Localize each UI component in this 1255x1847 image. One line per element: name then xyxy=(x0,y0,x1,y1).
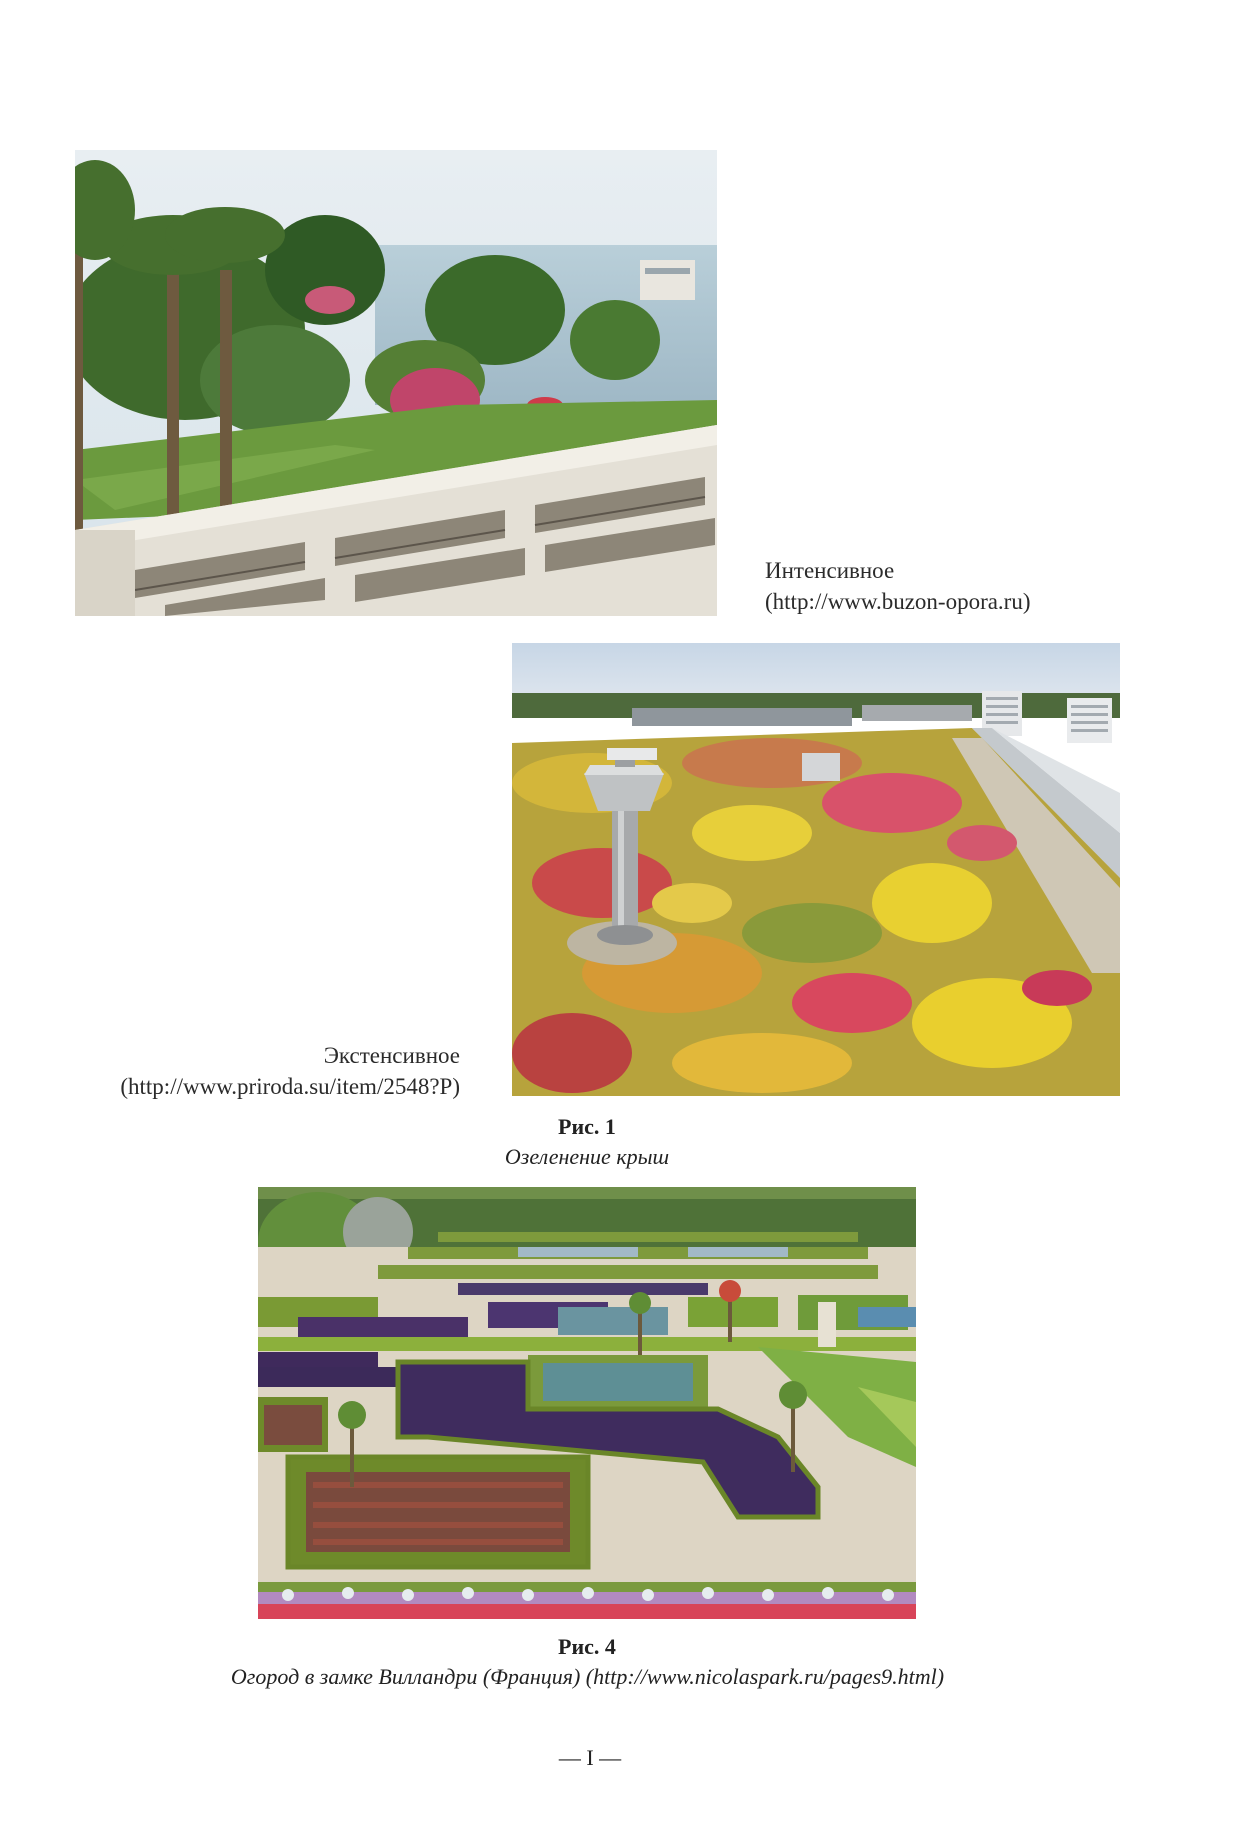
rooftop-garden-palms-icon xyxy=(75,150,717,616)
figure-1-title: Озеленение крыш xyxy=(504,1144,670,1169)
caption-intensive xyxy=(765,555,1031,617)
figure-1-label: Рис. 1 xyxy=(558,1114,616,1139)
villandry-kitchen-garden-icon xyxy=(258,1187,916,1619)
caption-extensive xyxy=(60,1040,460,1102)
figure-4-label: Рис. 4 xyxy=(558,1634,616,1659)
intensive-roof-photo xyxy=(75,150,717,616)
page-number: — I — xyxy=(558,1745,622,1770)
caption-intensive-title: Интенсивное xyxy=(765,558,895,583)
caption-extensive-source: (http://www.priroda.su/item/2548?P) xyxy=(120,1074,460,1099)
figure-4-title: Огород в замке Вилландри (Франция) (http://www.nicolaspark.ru/pages9.html) xyxy=(230,1664,945,1689)
extensive-roof-photo xyxy=(512,643,1120,1096)
villandry-garden-photo xyxy=(258,1187,916,1619)
caption-extensive-title: Экстенсивное xyxy=(323,1043,460,1068)
caption-intensive-source: (http://www.buzon-opora.ru) xyxy=(765,589,1031,614)
rooftop-sedum-meadow-icon xyxy=(512,643,1120,1096)
